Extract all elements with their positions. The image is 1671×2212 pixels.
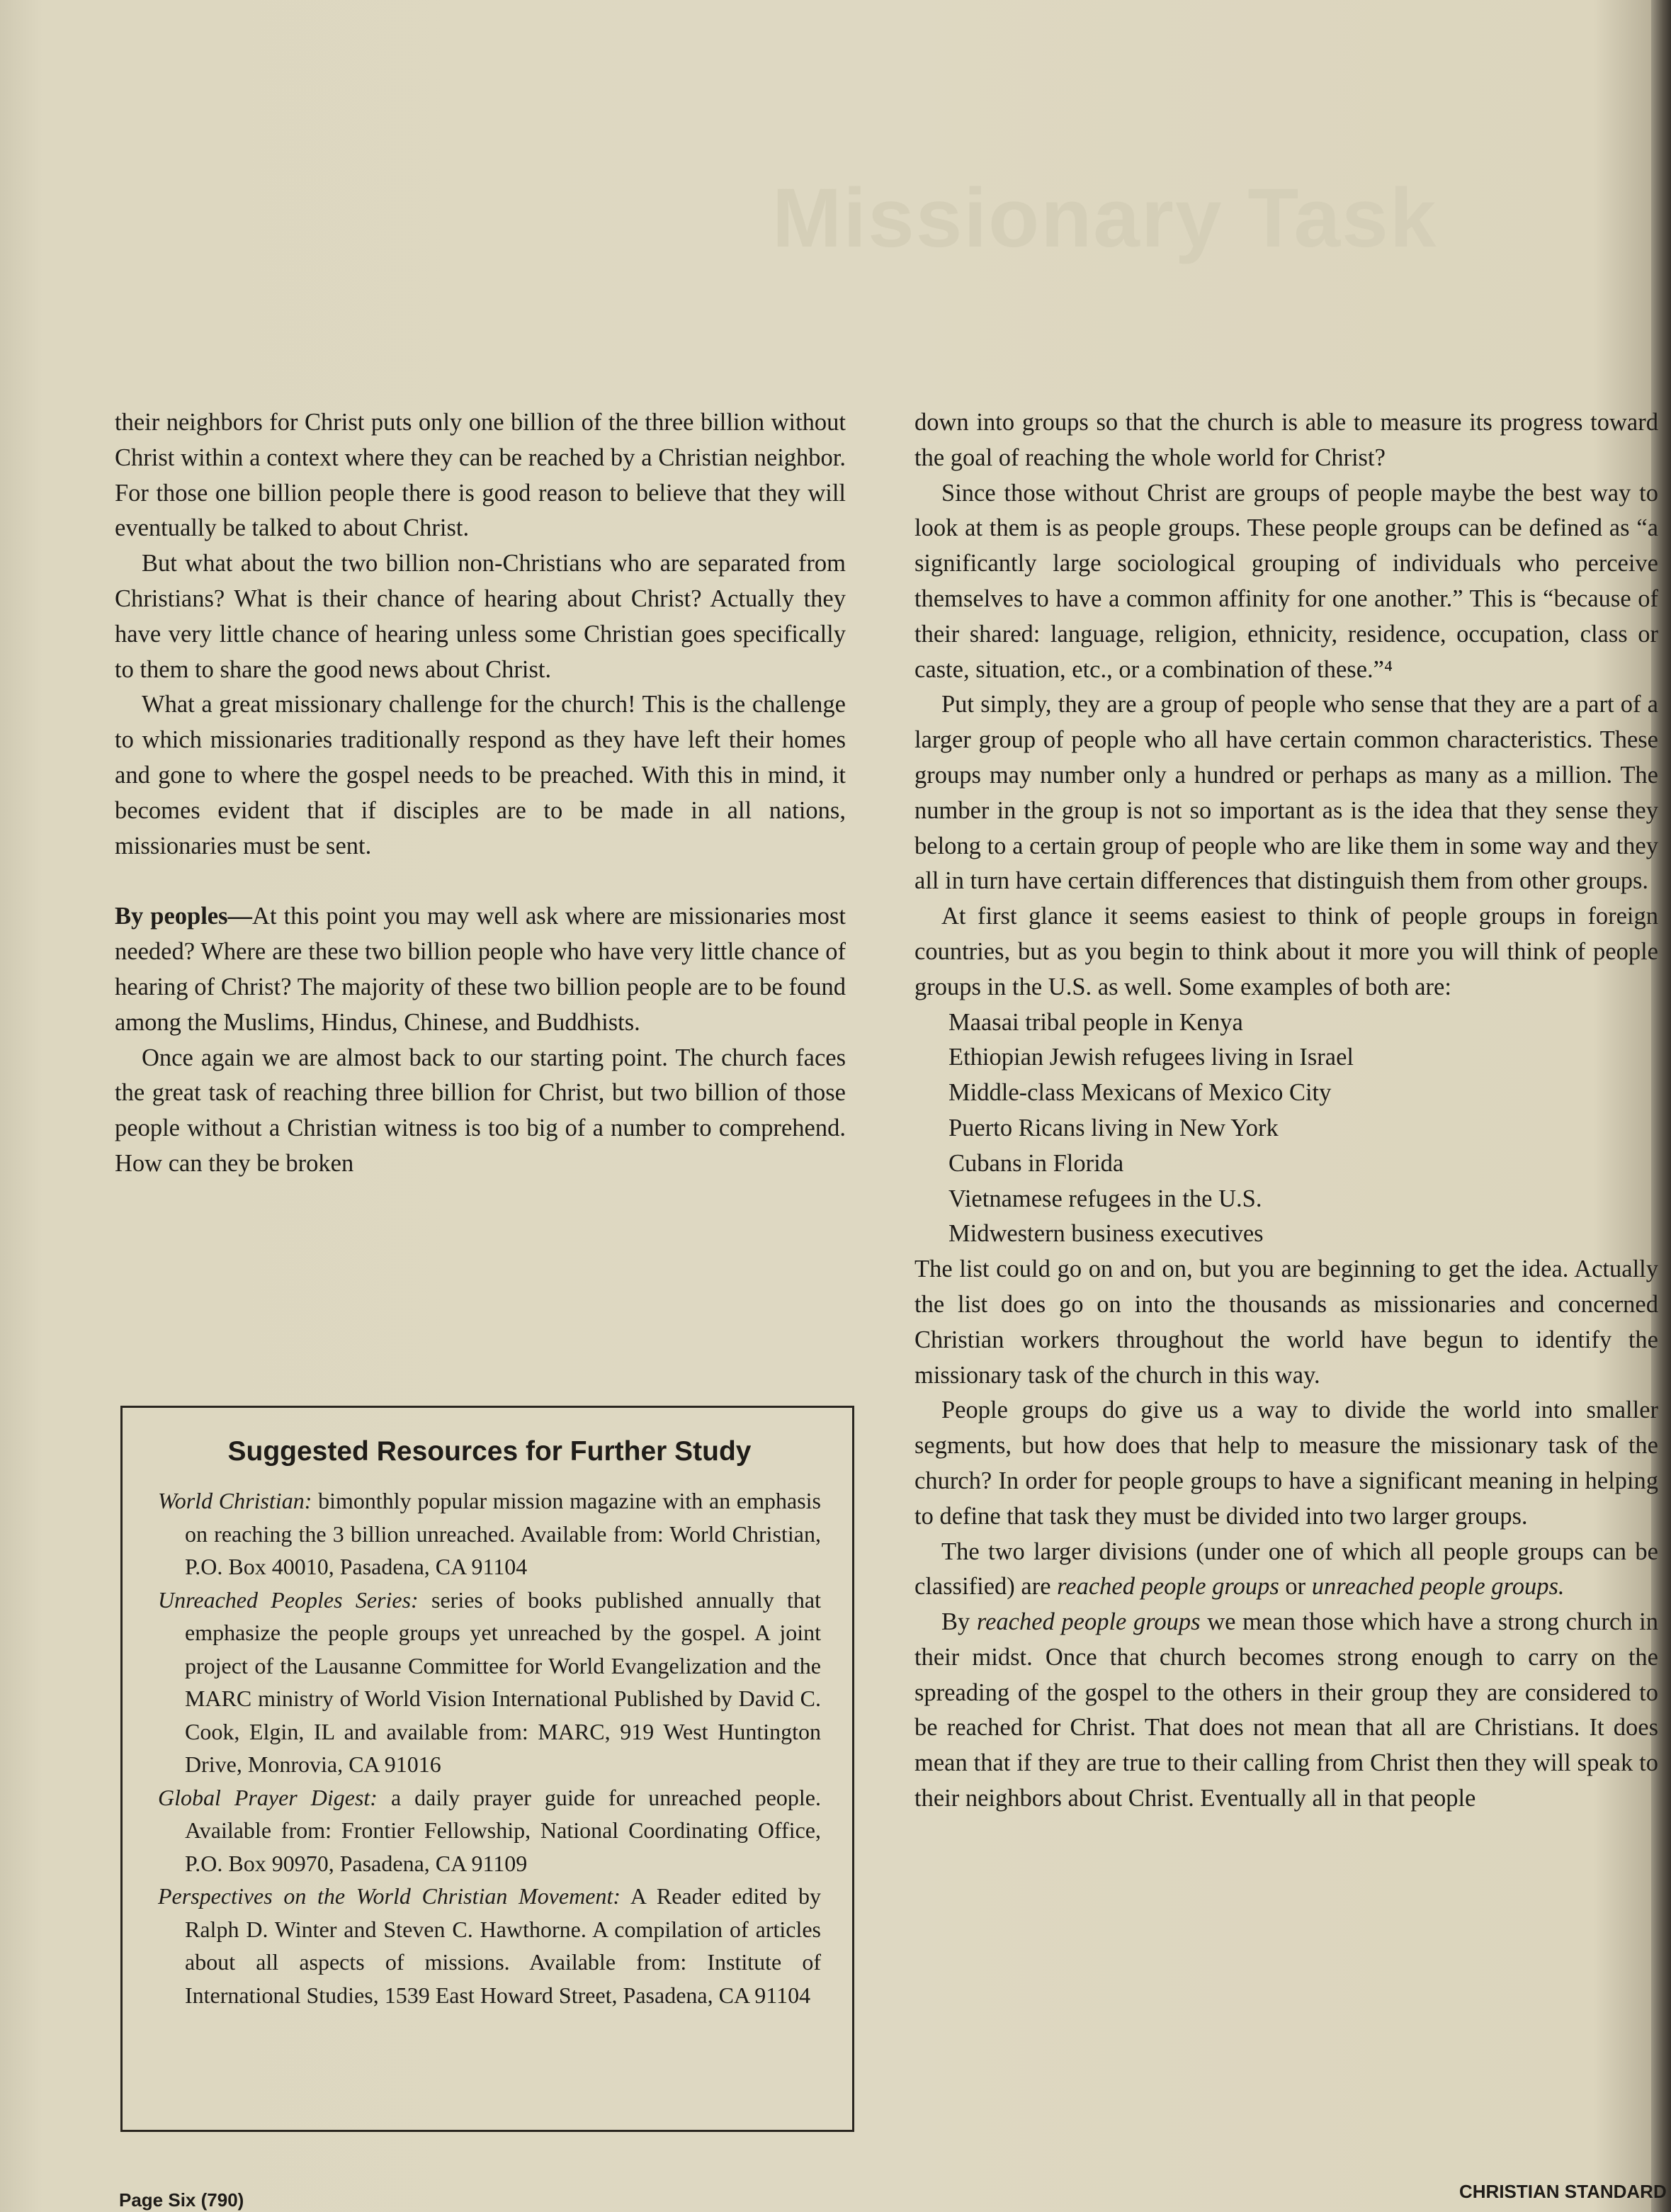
list-item: Maasai tribal people in Kenya bbox=[948, 1008, 1243, 1036]
resource-entry: Perspectives on the World Christian Movement: A Reader edited by Ralph D. Winter and Steven C. Hawthorne. A compilation of articles about all aspects of missions. Available from: Institute of International Studies, 1539 East Howard Street, Pasadena, CA 91104 bbox=[158, 1883, 822, 2008]
resource-entry: World Christian: bimonthly popular mission magazine with an emphasis on reaching the 3 billion unreached. Available from: World Christian, P.O. Box 40010, Pasadena, CA 91104 bbox=[158, 1488, 822, 1579]
section-runin-heading: By peoples— bbox=[115, 903, 253, 930]
paragraph: By reached people groups we mean those which have a strong church in their midst. Once that church becomes strong enough to carry on the spreading of the gospel to the others in their group they are considered to be reached for Christ. That does not mean that all are Christians. It does mean that if they are true to their calling from Christ then they will speak to their neighbors about Christ. Eventually all in that people bbox=[914, 1608, 1658, 1812]
paragraph: their neighbors for Christ puts only one billion of the three billion without Christ within a context where they can be reached by a Christian neighbor. For those one billion people there is good reason to believe that they will eventually be talked to about Christ. bbox=[115, 409, 846, 542]
paragraph: Once again we are almost back to our starting point. The church faces the great task of reaching three billion for Christ, but two billion of those people without a Christian witness is too big of a number to comprehend. How can they be broken bbox=[115, 1044, 846, 1177]
resource-name: Perspectives on the World Christian Movement: bbox=[158, 1883, 621, 1909]
paragraph: Put simply, they are a group of people who sense that they are a part of a larger group of people who all have certain common characteristics. These groups may number only a hundred or perhaps as many as a million. The number in the group is not so important as is the idea that they sense they belong to a certain group of people who are like them in some way and they all in turn have certain differences that distinguish them from other groups. bbox=[914, 691, 1658, 895]
paragraph: At first glance it seems easiest to think of people groups in foreign countries, but as you begin to think about it more you will think of people groups in the U.S. as well. Some examples of both are: bbox=[914, 903, 1658, 1000]
paragraph: People groups do give us a way to divide the world into smaller segments, but how does that help to measure the missionary task of the church? In order for people groups to have a significant meaning in helping to define that task they must be divided into two larger groups. bbox=[914, 1396, 1658, 1530]
publication-name: CHRISTIAN STANDARD bbox=[1459, 2181, 1667, 2202]
resource-entry: Unreached Peoples Series: series of books published annually that emphasize the people groups yet unreached by the gospel. A joint project of the Lausanne Committee for World Evangelization and the MARC ministry of World Vision International Published by David C. Cook, Elgin, IL and available from: MARC, 919 West Huntington Drive, Monrovia, CA 91016 bbox=[158, 1586, 822, 1777]
resources-title: Suggested Resources for Further Study bbox=[227, 1436, 752, 1467]
paragraph: What a great missionary challenge for the church! This is the challenge to which missionaries traditionally respond as they have left their homes and gone to where the gospel needs to be preached. With this in mind, it becomes evident that if disciples are to be made in all nations, missionaries must be sent. bbox=[115, 691, 846, 859]
list-item: Midwestern business executives bbox=[948, 1220, 1264, 1248]
list-item: Vietnamese refugees in the U.S. bbox=[948, 1185, 1262, 1212]
paragraph: By peoples—At this point you may well ask where are missionaries most needed? Where are these two billion people who have very little chance of hearing of Christ? The majority of these two billion people are to be found among the Muslims, Hindus, Chinese, and Buddhists. bbox=[115, 903, 846, 1036]
list-item: Middle-class Mexicans of Mexico City bbox=[948, 1079, 1332, 1107]
resources-sidebar-box bbox=[120, 1406, 854, 2132]
list-item: Puerto Ricans living in New York bbox=[948, 1114, 1279, 1141]
paragraph: The two larger divisions (under one of which all people groups can be classified) are reached people groups or unreached people groups. bbox=[914, 1537, 1658, 1601]
list-item: Ethiopian Jewish refugees living in Israel bbox=[948, 1044, 1354, 1071]
list-item: Cubans in Florida bbox=[948, 1149, 1124, 1177]
right-column bbox=[914, 405, 1658, 1817]
people-group-examples bbox=[914, 1005, 1658, 1253]
resource-name: Global Prayer Digest: bbox=[158, 1784, 378, 1810]
faded-headline: Missionary Task bbox=[772, 171, 1438, 265]
paragraph: The list could go on and on, but you are beginning to get the idea. Actually the list does go on into the thousands as missionaries and concerned Christian workers throughout the world have begun to identify the missionary task of the church in this way. bbox=[914, 1255, 1658, 1389]
paragraph: Since those without Christ are groups of people maybe the best way to look at them is as people groups. These people groups can be defined as “a significantly large sociological grouping of individuals who perceive themselves to have a common affinity for one another.” This is “because of their shared: language, religion, ethnicity, residence, occupation, class or caste, situation, etc., or a combination of these.”⁴ bbox=[914, 479, 1658, 683]
resource-entry: Global Prayer Digest: a daily prayer guide for unreached people. Available from: Frontier Fellowship, National Coordinating Office, P.O. Box 90970, Pasadena, CA 91109 bbox=[158, 1784, 822, 1876]
paragraph: down into groups so that the church is able to measure its progress toward the goal of reaching the whole world for Christ? bbox=[914, 409, 1658, 471]
paragraph: But what about the two billion non-Christians who are separated from Christians? What is their chance of hearing about Christ? Actually they have very little chance of hearing unless some Christian goes specifically to them to share the good news about Christ. bbox=[115, 550, 846, 683]
page-number: Page Six (790) bbox=[119, 2189, 244, 2211]
resource-name: World Christian: bbox=[158, 1488, 312, 1513]
resource-name: Unreached Peoples Series: bbox=[158, 1586, 419, 1613]
left-column bbox=[115, 405, 846, 1182]
